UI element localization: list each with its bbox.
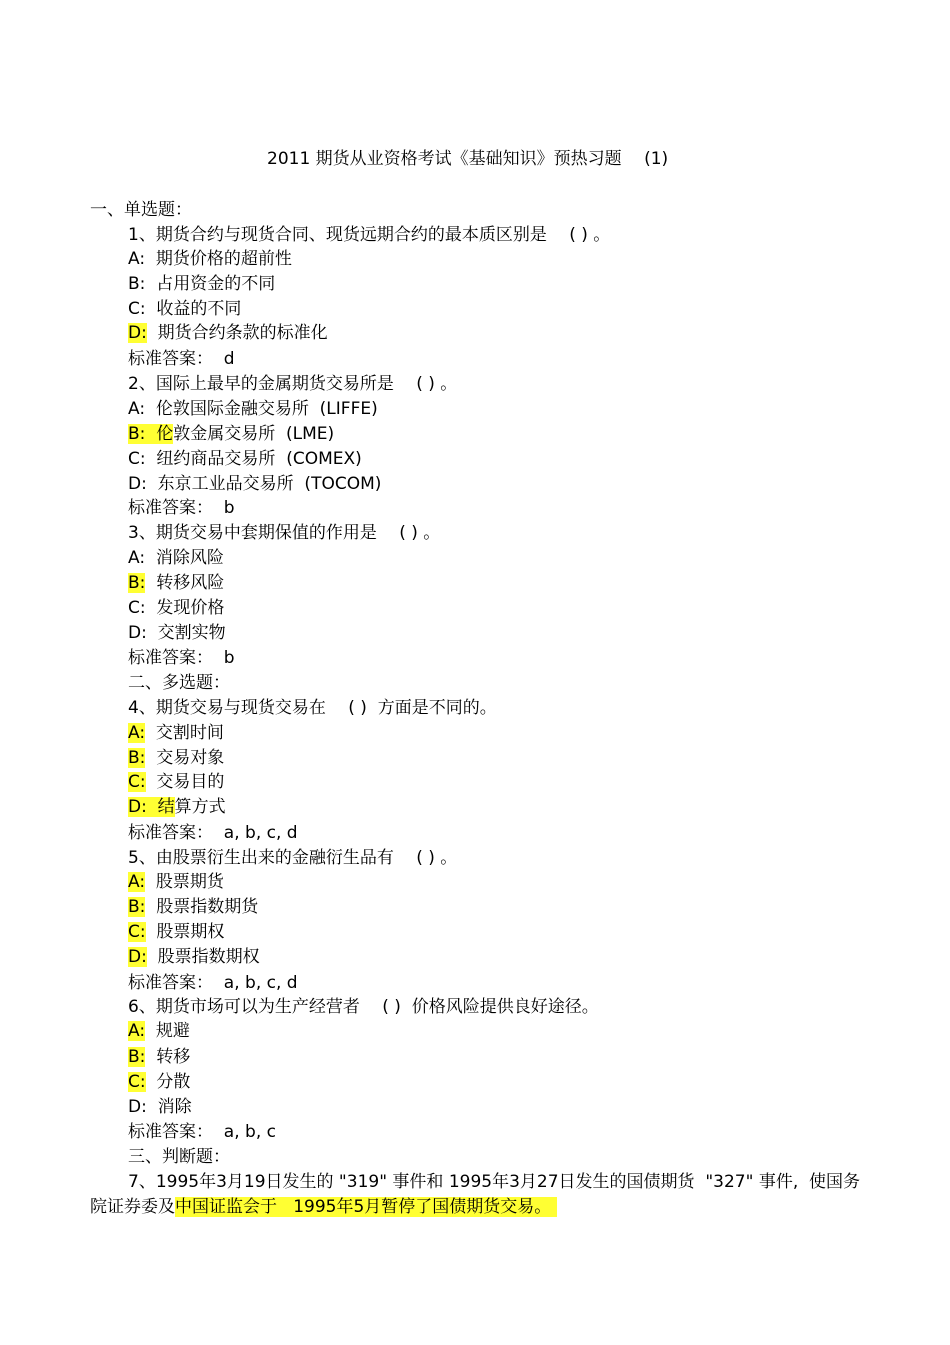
text-line	[128, 373, 457, 395]
line-text: B: 占用资金的不同	[128, 274, 276, 294]
highlighted-text: D:	[128, 323, 147, 343]
highlighted-text: A:	[128, 1021, 146, 1041]
line-text: 股票期权	[145, 922, 225, 942]
text-line	[128, 1071, 190, 1093]
text-line	[128, 847, 457, 869]
line-text: 期货合约条款的标准化	[146, 323, 328, 343]
line-text: 交易目的	[145, 772, 225, 792]
line-text: 三、判断题：	[128, 1147, 230, 1167]
line-text: 股票指数期权	[146, 947, 260, 967]
text-line	[128, 822, 298, 844]
line-text: 标准答案： a, b, c, d	[128, 823, 298, 843]
highlighted-text: D: 结	[128, 797, 175, 817]
text-line	[128, 697, 497, 719]
text-line	[128, 224, 610, 246]
text-line	[128, 448, 362, 470]
line-text: 规避	[145, 1021, 190, 1041]
highlighted-text: B:	[128, 748, 146, 768]
text-line	[128, 622, 226, 644]
line-text: 交割时间	[145, 723, 224, 743]
text-line	[128, 771, 224, 793]
text-line	[128, 722, 224, 744]
text-line	[128, 473, 381, 495]
text-line	[128, 921, 224, 943]
line-text: D: 东京工业品交易所 (TOCOM)	[128, 474, 382, 494]
line-text: 7、1995年3月19日发生的 "319" 事件和 1995年3月27日发生的国债期货 "327" 事件, 使国务	[128, 1172, 861, 1192]
text-line	[128, 996, 599, 1018]
highlighted-text: A:	[128, 723, 146, 743]
text-line	[128, 896, 258, 918]
line-text: 2、国际上最早的金属期货交易所是 ( ) 。	[128, 374, 458, 394]
text-line	[128, 1146, 230, 1168]
text-line	[128, 1096, 192, 1118]
line-text: A: 期货价格的超前性	[128, 249, 292, 269]
text-line	[128, 322, 328, 344]
line-text: A: 消除风险	[128, 548, 224, 568]
text-line	[128, 647, 235, 669]
highlighted-text: B:	[128, 897, 146, 917]
text-line	[128, 1046, 190, 1068]
line-text: 股票指数期货	[145, 897, 259, 917]
line-text: C: 纽约商品交易所 (COMEX)	[128, 449, 362, 469]
text-line	[128, 572, 224, 594]
text-line	[128, 1020, 190, 1042]
line-text: C: 收益的不同	[128, 299, 242, 319]
text-line	[128, 273, 275, 295]
text-line	[128, 298, 241, 320]
text-line	[128, 871, 224, 893]
highlighted-text: B: 伦	[128, 424, 174, 444]
page-title: 2011 期货从业资格考试《基础知识》预热习题 (1)	[267, 149, 669, 169]
highlighted-text: B:	[128, 573, 146, 593]
text-line	[128, 1171, 860, 1193]
highlighted-text: D:	[128, 947, 147, 967]
line-text: 标准答案： b	[128, 648, 235, 668]
highlighted-text: C:	[128, 922, 146, 942]
text-line	[128, 497, 235, 519]
line-text: 转移风险	[145, 573, 225, 593]
line-text: 敦金属交易所 (LME)	[173, 424, 335, 444]
line-text: 一、单选题：	[90, 200, 192, 220]
text-line	[128, 796, 226, 818]
line-text: 5、由股票衍生出来的金融衍生品有 ( ) 。	[128, 848, 458, 868]
line-text: D: 消除	[128, 1097, 192, 1117]
text-line	[128, 348, 235, 370]
text-line	[128, 946, 260, 968]
line-text: C: 发现价格	[128, 598, 225, 618]
text-line	[128, 972, 298, 994]
line-text: 3、期货交易中套期保值的作用是 ( ) 。	[128, 523, 441, 543]
highlighted-text: A:	[128, 872, 146, 892]
text-line	[128, 597, 224, 619]
line-text: 标准答案： a, b, c, d	[128, 973, 298, 993]
highlighted-text: 中国证监会于 1995年5月暂停了国债期货交易。	[175, 1197, 557, 1217]
line-text: 6、期货市场可以为生产经营者 ( ) 价格风险提供良好途径。	[128, 997, 599, 1017]
highlighted-text: B:	[128, 1047, 146, 1067]
line-text: 转移	[145, 1047, 191, 1067]
line-text: 标准答案： d	[128, 349, 235, 369]
line-text: 股票期货	[145, 872, 224, 892]
text-line	[90, 1196, 557, 1218]
text-line	[128, 248, 292, 270]
line-text: 院证券委及	[90, 1197, 175, 1217]
text-line	[128, 747, 224, 769]
text-line	[128, 423, 334, 445]
line-text: 分散	[145, 1072, 191, 1092]
line-text: 标准答案： b	[128, 498, 235, 518]
line-text: 标准答案： a, b, c	[128, 1122, 276, 1142]
line-text: 1、期货合约与现货合同、现货远期合约的最本质区别是 ( ) 。	[128, 225, 611, 245]
line-text: D: 交割实物	[128, 623, 226, 643]
line-text: 交易对象	[145, 748, 225, 768]
line-text: 算方式	[174, 797, 226, 817]
line-text: 二、多选题：	[128, 673, 230, 693]
text-line	[90, 199, 192, 221]
highlighted-text: C:	[128, 772, 146, 792]
text-line	[128, 522, 440, 544]
text-line	[128, 398, 378, 420]
highlighted-text: C:	[128, 1072, 146, 1092]
text-line	[128, 547, 224, 569]
line-text: A: 伦敦国际金融交易所 (LIFFE)	[128, 399, 378, 419]
text-line	[128, 1121, 276, 1143]
text-line	[128, 672, 230, 694]
line-text: 4、期货交易与现货交易在 ( ) 方面是不同的。	[128, 698, 497, 718]
